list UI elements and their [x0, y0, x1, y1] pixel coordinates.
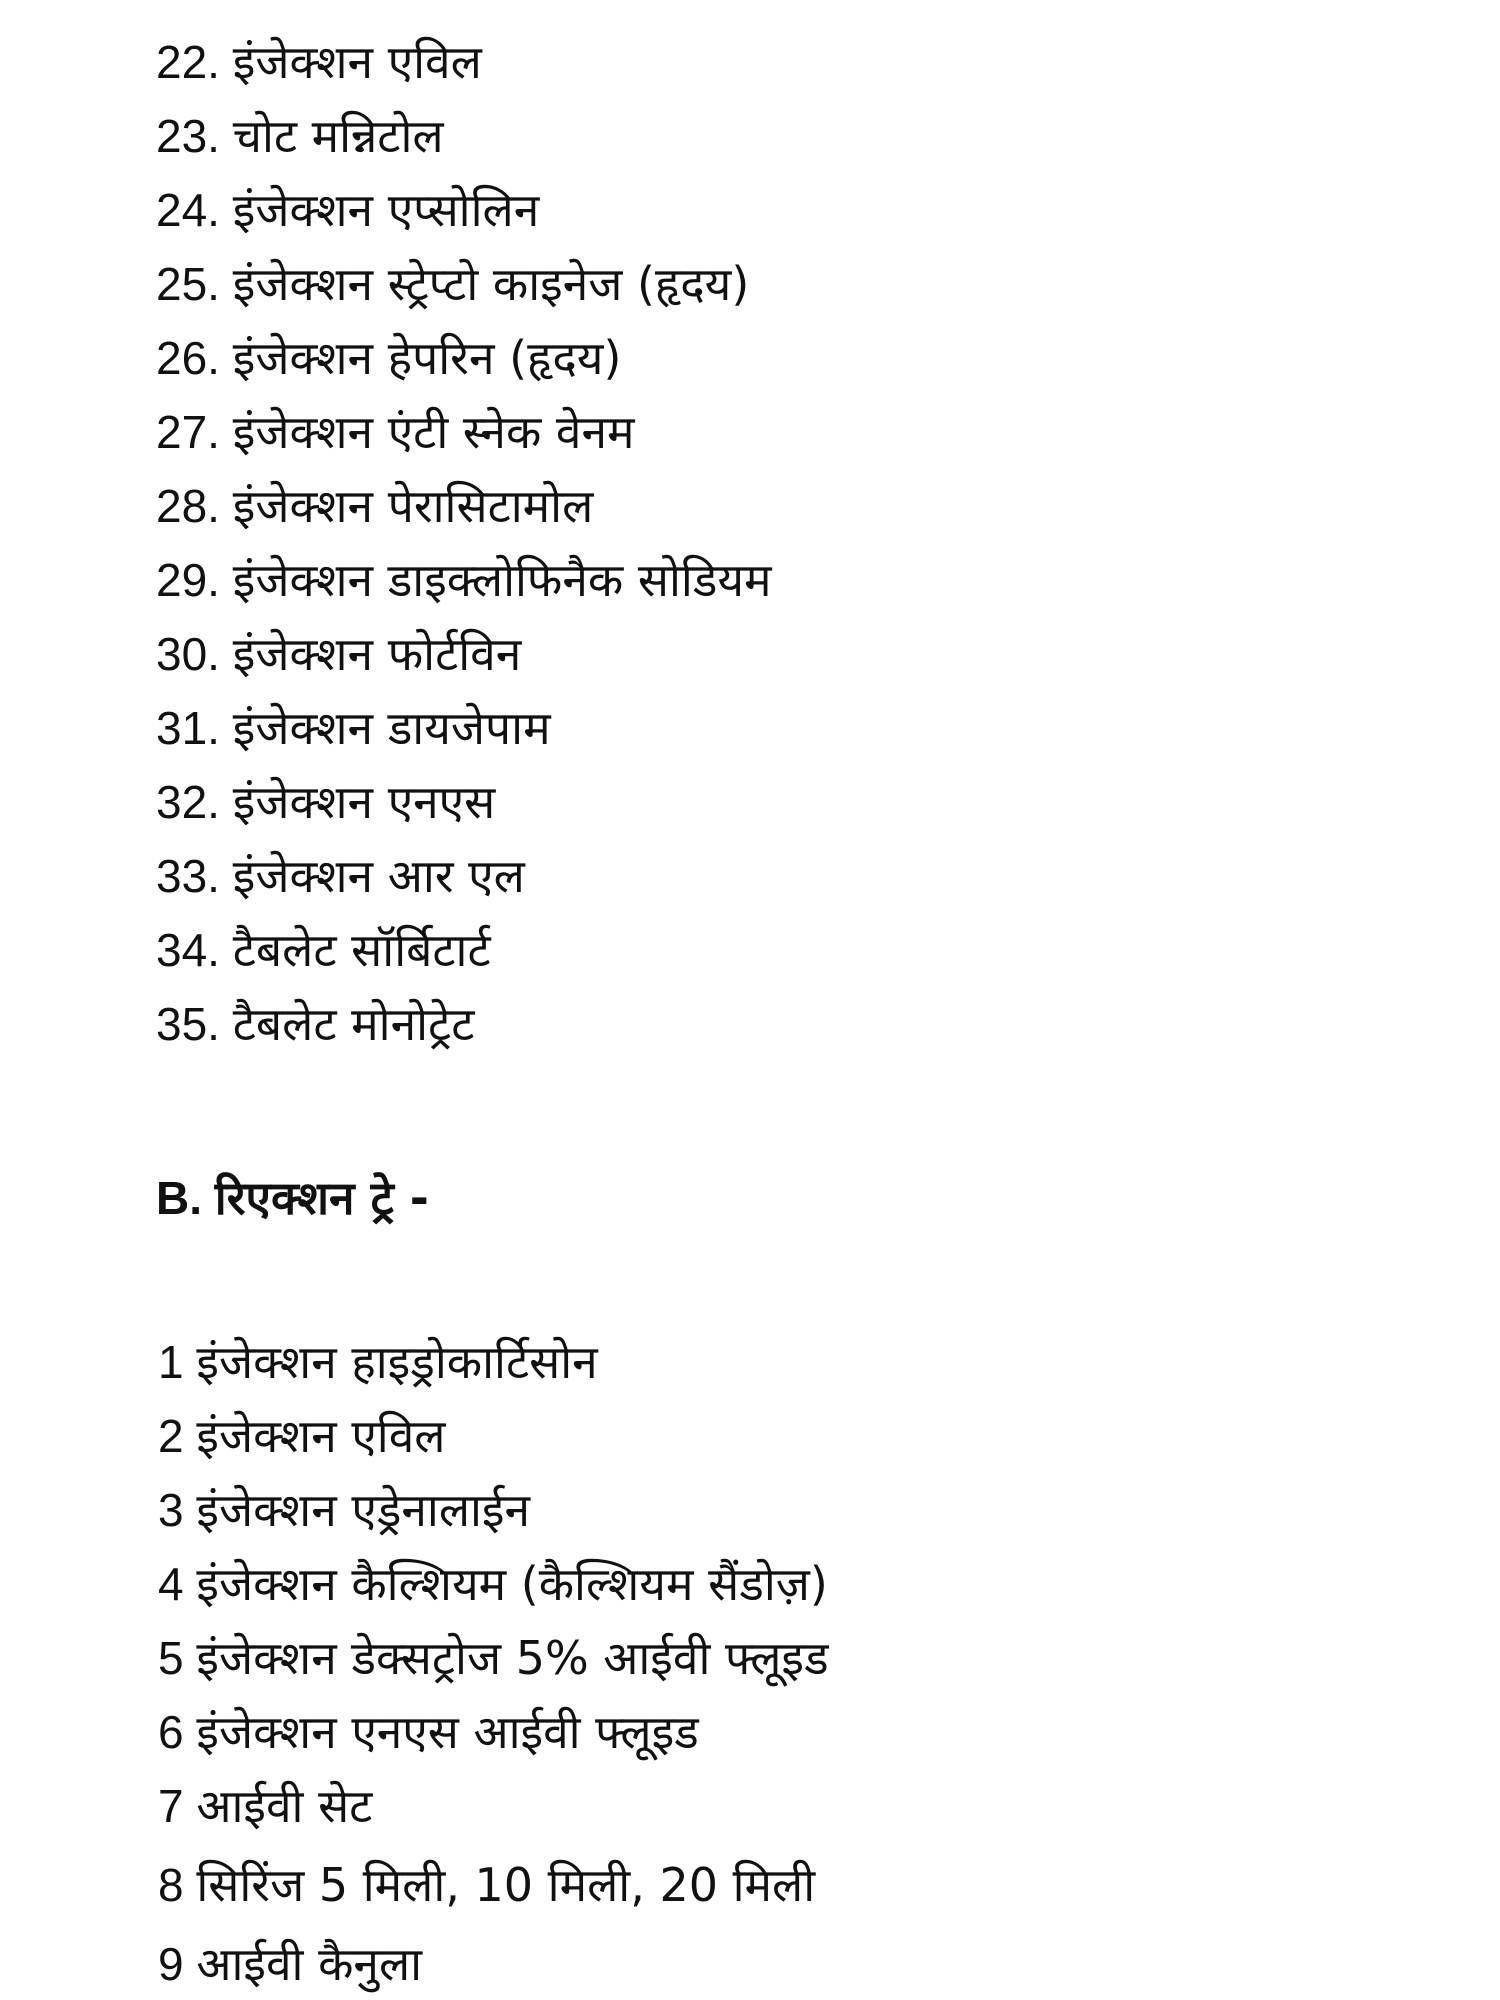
list-item [156, 178, 539, 242]
item-text: इंजेक्शन हेपरिन (हृदय) [232, 331, 622, 385]
section-heading-reaction-tray [156, 1166, 429, 1230]
item-text: इंजेक्शन कैल्शियम (कैल्शियम सैंडोज़) [196, 1557, 828, 1611]
item-number: 22 . [156, 36, 233, 88]
item-text: इंजेक्शन एनएस आईवी फ्लूइड [196, 1705, 699, 1759]
item-text: टैबलेट सॉर्बिटार्ट [232, 923, 491, 977]
item-number: 7 [158, 1780, 184, 1832]
list-item [156, 104, 444, 168]
item-text: आईवी सेट [196, 1779, 373, 1833]
list-item [156, 696, 551, 760]
list-item [156, 548, 772, 612]
list-item [158, 1774, 372, 1838]
item-text: आईवी कैनुला [196, 1937, 423, 1991]
list-item [156, 770, 495, 834]
list-item [156, 30, 482, 94]
list-item [156, 252, 749, 316]
item-number: 3 [158, 1484, 184, 1536]
list-item [158, 1700, 699, 1764]
list-item [156, 844, 525, 908]
item-number: 24 . [156, 184, 233, 236]
list-item [156, 622, 521, 686]
section-title: रिएक्शन ट्रे - [214, 1171, 429, 1225]
list-item [158, 1478, 530, 1542]
list-item [156, 400, 635, 464]
list-item [158, 1626, 829, 1690]
item-number: 5 [158, 1632, 184, 1684]
item-number: 34 . [156, 924, 233, 976]
list-item [158, 1853, 815, 1917]
list-item [156, 918, 491, 982]
item-number: 35 . [156, 998, 233, 1050]
item-number: 9 [158, 1938, 184, 1990]
list-item [158, 1552, 828, 1616]
item-number: 29 . [156, 554, 233, 606]
item-number: 33 . [156, 850, 233, 902]
list-item [158, 1404, 445, 1468]
item-text: इंजेक्शन स्ट्रेप्टो काइनेज (हृदय) [232, 257, 750, 311]
item-text: इंजेक्शन एविल [196, 1409, 446, 1463]
item-number: 4 [158, 1558, 184, 1610]
item-number: 30 . [156, 628, 233, 680]
section-label: B. [156, 1172, 202, 1224]
item-text: इंजेक्शन डायजेपाम [232, 701, 551, 755]
item-text: इंजेक्शन एविल [232, 35, 482, 89]
item-text: टैबलेट मोनोट्रेट [232, 997, 475, 1051]
item-number: 23 . [156, 110, 233, 162]
item-text: सिरिंज 5 मिली, 10 मिली, 20 मिली [196, 1858, 816, 1912]
item-text: इंजेक्शन हाइड्रोकार्टिसोन [196, 1335, 598, 1389]
item-text: इंजेक्शन आर एल [232, 849, 525, 903]
item-number: 6 [158, 1706, 184, 1758]
item-text: इंजेक्शन एंटी स्नेक वेनम [232, 405, 635, 459]
item-number: 1 [158, 1336, 184, 1388]
item-text: इंजेक्शन डाइक्लोफिनैक सोडियम [232, 553, 772, 607]
item-text: इंजेक्शन पेरासिटामोल [232, 479, 594, 533]
list-item [158, 1330, 598, 1394]
item-text: इंजेक्शन फोर्टविन [232, 627, 522, 681]
item-text: इंजेक्शन एड्रेनालाईन [196, 1483, 531, 1537]
item-number: 2 [158, 1410, 184, 1462]
item-text: चोट मन्निटोल [232, 109, 444, 163]
item-number: 27 . [156, 406, 233, 458]
item-text: इंजेक्शन एप्सोलिन [232, 183, 540, 237]
item-number: 28 . [156, 480, 233, 532]
item-text: इंजेक्शन एनएस [232, 775, 496, 829]
item-number: 25 . [156, 258, 233, 310]
item-number: 31 . [156, 702, 233, 754]
item-number: 32 . [156, 776, 233, 828]
item-number: 26 . [156, 332, 233, 384]
list-item [158, 1932, 422, 1996]
item-text: इंजेक्शन डेक्सट्रोज 5% आईवी फ्लूइड [196, 1631, 829, 1685]
list-item [156, 992, 474, 1056]
list-item [156, 326, 621, 390]
list-item [156, 474, 593, 538]
item-number: 8 [158, 1859, 184, 1911]
